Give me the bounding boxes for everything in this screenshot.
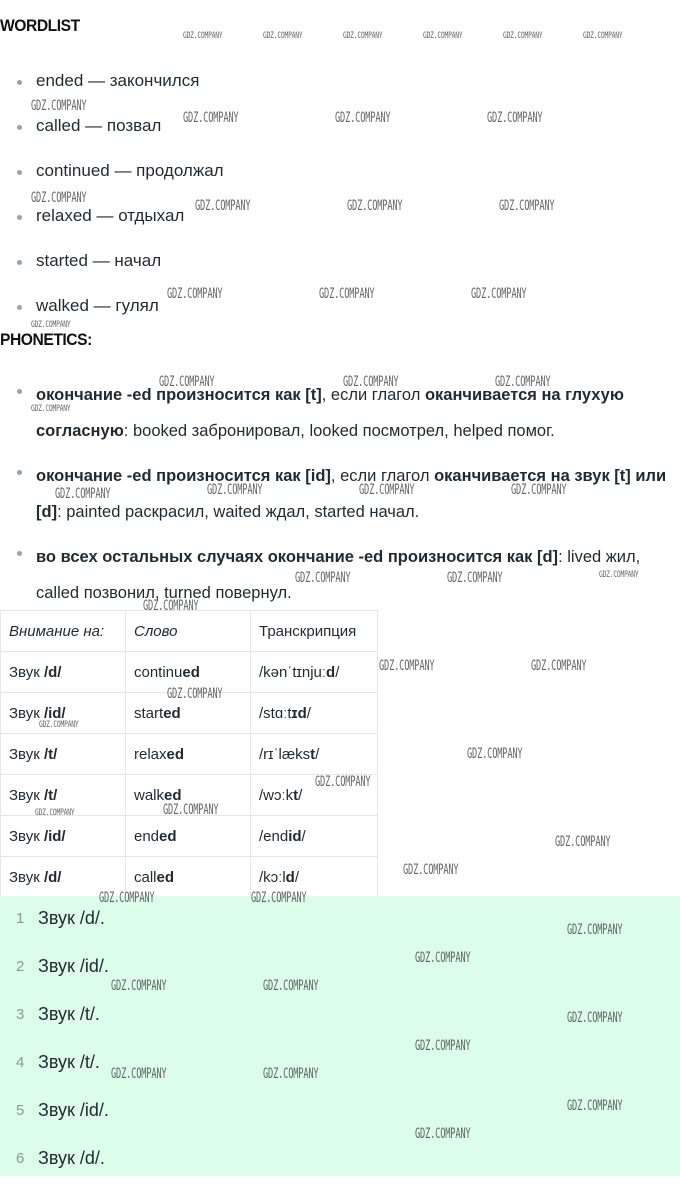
- watermark: GDZ.COMPANY: [39, 720, 79, 730]
- watermark: GDZ.COMPANY: [415, 1038, 471, 1054]
- watermark: GDZ.COMPANY: [335, 110, 391, 126]
- sound-cell: Звук /id/: [1, 816, 126, 857]
- watermark: GDZ.COMPANY: [415, 950, 471, 966]
- watermark: GDZ.COMPANY: [207, 482, 263, 498]
- transcription-cell: /rɪˈlækst/: [251, 734, 378, 775]
- answer-text: Звук /t/.: [38, 1052, 100, 1072]
- answer-row: [0, 1142, 680, 1190]
- table-row: [1, 857, 378, 898]
- sound-cell: Звук /d/: [1, 857, 126, 898]
- word-cell: started: [126, 693, 251, 734]
- answer-text: Звук /id/.: [38, 956, 109, 976]
- table-row: [1, 734, 378, 775]
- watermark: GDZ.COMPANY: [487, 110, 543, 126]
- watermark: GDZ.COMPANY: [423, 31, 463, 41]
- word-cell: ended: [126, 816, 251, 857]
- watermark: GDZ.COMPANY: [379, 658, 435, 674]
- answer-row: [0, 1046, 680, 1094]
- answer-number: 4: [16, 1054, 25, 1071]
- watermark: GDZ.COMPANY: [31, 404, 71, 414]
- sound-cell: Звук /d/: [1, 652, 126, 693]
- table-header-cell: Слово: [126, 611, 251, 652]
- answer-number: 1: [16, 910, 25, 927]
- watermark: GDZ.COMPANY: [403, 862, 459, 878]
- watermark: GDZ.COMPANY: [567, 1010, 623, 1026]
- watermark: GDZ.COMPANY: [471, 286, 527, 302]
- watermark: GDZ.COMPANY: [159, 374, 215, 390]
- answer-number: 2: [16, 958, 25, 975]
- transcription-cell: /kɔːld/: [251, 857, 378, 898]
- list-item: continued — продолжал: [0, 158, 300, 203]
- table-row: [1, 816, 378, 857]
- word-cell: continued: [126, 652, 251, 693]
- answer-text: Звук /d/.: [38, 1148, 105, 1168]
- watermark: GDZ.COMPANY: [567, 922, 623, 938]
- phonetics-heading: PHONETICS:: [0, 330, 92, 349]
- watermark: GDZ.COMPANY: [167, 286, 223, 302]
- answer-number: 5: [16, 1102, 25, 1119]
- watermark: GDZ.COMPANY: [99, 890, 155, 906]
- watermark: GDZ.COMPANY: [467, 746, 523, 762]
- answer-text: Звук /d/.: [38, 908, 105, 928]
- watermark: GDZ.COMPANY: [503, 31, 543, 41]
- word-cell: called: [126, 857, 251, 898]
- watermark: GDZ.COMPANY: [415, 1126, 471, 1142]
- table-header-cell: Внимание на:: [1, 611, 126, 652]
- watermark: GDZ.COMPANY: [35, 808, 75, 818]
- watermark: GDZ.COMPANY: [111, 1066, 167, 1082]
- watermark: GDZ.COMPANY: [499, 198, 555, 214]
- watermark: GDZ.COMPANY: [183, 110, 239, 126]
- phonetics-rule: окончание -ed произносится как [t], если глагол оканчивается на глухую согласную: booked забронировал, looked посмотрел, helped помог.: [0, 377, 680, 449]
- answers-panel: [0, 896, 680, 1176]
- list-item: started — начал: [0, 248, 300, 293]
- watermark: GDZ.COMPANY: [319, 286, 375, 302]
- watermark: GDZ.COMPANY: [263, 978, 319, 994]
- watermark: GDZ.COMPANY: [251, 890, 307, 906]
- word-cell: relaxed: [126, 734, 251, 775]
- transcription-cell: /stɑːtɪd/: [251, 693, 378, 734]
- phonetics-rule: окончание -ed произносится как [id], если глагол оканчивается на звук [t] или [d]: painted раскрасил, waited ждал, started начал.: [0, 458, 680, 530]
- answer-number: 6: [16, 1150, 25, 1167]
- sound-cell: Звук /t/: [1, 775, 126, 816]
- watermark: GDZ.COMPANY: [263, 31, 303, 41]
- list-item: ended — закончился: [0, 68, 300, 113]
- watermark: GDZ.COMPANY: [359, 482, 415, 498]
- watermark: GDZ.COMPANY: [31, 190, 87, 206]
- watermark: GDZ.COMPANY: [295, 570, 351, 586]
- sound-cell: Звук /id/: [1, 693, 126, 734]
- transcription-cell: /wɔːkt/: [251, 775, 378, 816]
- watermark: GDZ.COMPANY: [343, 31, 383, 41]
- watermark: GDZ.COMPANY: [315, 774, 371, 790]
- watermark: GDZ.COMPANY: [343, 374, 399, 390]
- list-item: called — позвал: [0, 113, 300, 158]
- watermark: GDZ.COMPANY: [163, 802, 219, 818]
- watermark: GDZ.COMPANY: [195, 198, 251, 214]
- sound-cell: Звук /t/: [1, 734, 126, 775]
- watermark: GDZ.COMPANY: [31, 320, 71, 330]
- phonetics-rule: во всех остальных случаях окончание -ed произносится как [d]: lived жил, called позвонил, turned повернул.: [0, 539, 680, 611]
- wordlist-heading: WORDLIST: [0, 16, 80, 35]
- watermark: GDZ.COMPANY: [531, 658, 587, 674]
- transcription-table: [0, 610, 378, 898]
- answer-text: Звук /id/.: [38, 1100, 109, 1120]
- watermark: GDZ.COMPANY: [167, 686, 223, 702]
- watermark: GDZ.COMPANY: [183, 31, 223, 41]
- watermark: GDZ.COMPANY: [143, 598, 199, 614]
- watermark: GDZ.COMPANY: [567, 1098, 623, 1114]
- list-item: relaxed — отдыхал: [0, 203, 300, 248]
- watermark: GDZ.COMPANY: [55, 486, 111, 502]
- watermark: GDZ.COMPANY: [583, 31, 623, 41]
- answer-number: 3: [16, 1006, 25, 1023]
- watermark: GDZ.COMPANY: [599, 570, 639, 580]
- watermark: GDZ.COMPANY: [347, 198, 403, 214]
- watermark: GDZ.COMPANY: [263, 1066, 319, 1082]
- word-cell: walked: [126, 775, 251, 816]
- answer-text: Звук /t/.: [38, 1004, 100, 1024]
- table-header-row: [1, 611, 378, 652]
- transcription-cell: /endid/: [251, 816, 378, 857]
- watermark: GDZ.COMPANY: [31, 98, 87, 114]
- watermark: GDZ.COMPANY: [555, 834, 611, 850]
- answer-row: [0, 950, 680, 998]
- watermark: GDZ.COMPANY: [495, 374, 551, 390]
- watermark: GDZ.COMPANY: [111, 978, 167, 994]
- table-header-cell: Транскрипция: [251, 611, 378, 652]
- transcription-cell: /kənˈtɪnjuːd/: [251, 652, 378, 693]
- watermark: GDZ.COMPANY: [447, 570, 503, 586]
- watermark: GDZ.COMPANY: [511, 482, 567, 498]
- list-item: walked — гулял: [0, 293, 300, 338]
